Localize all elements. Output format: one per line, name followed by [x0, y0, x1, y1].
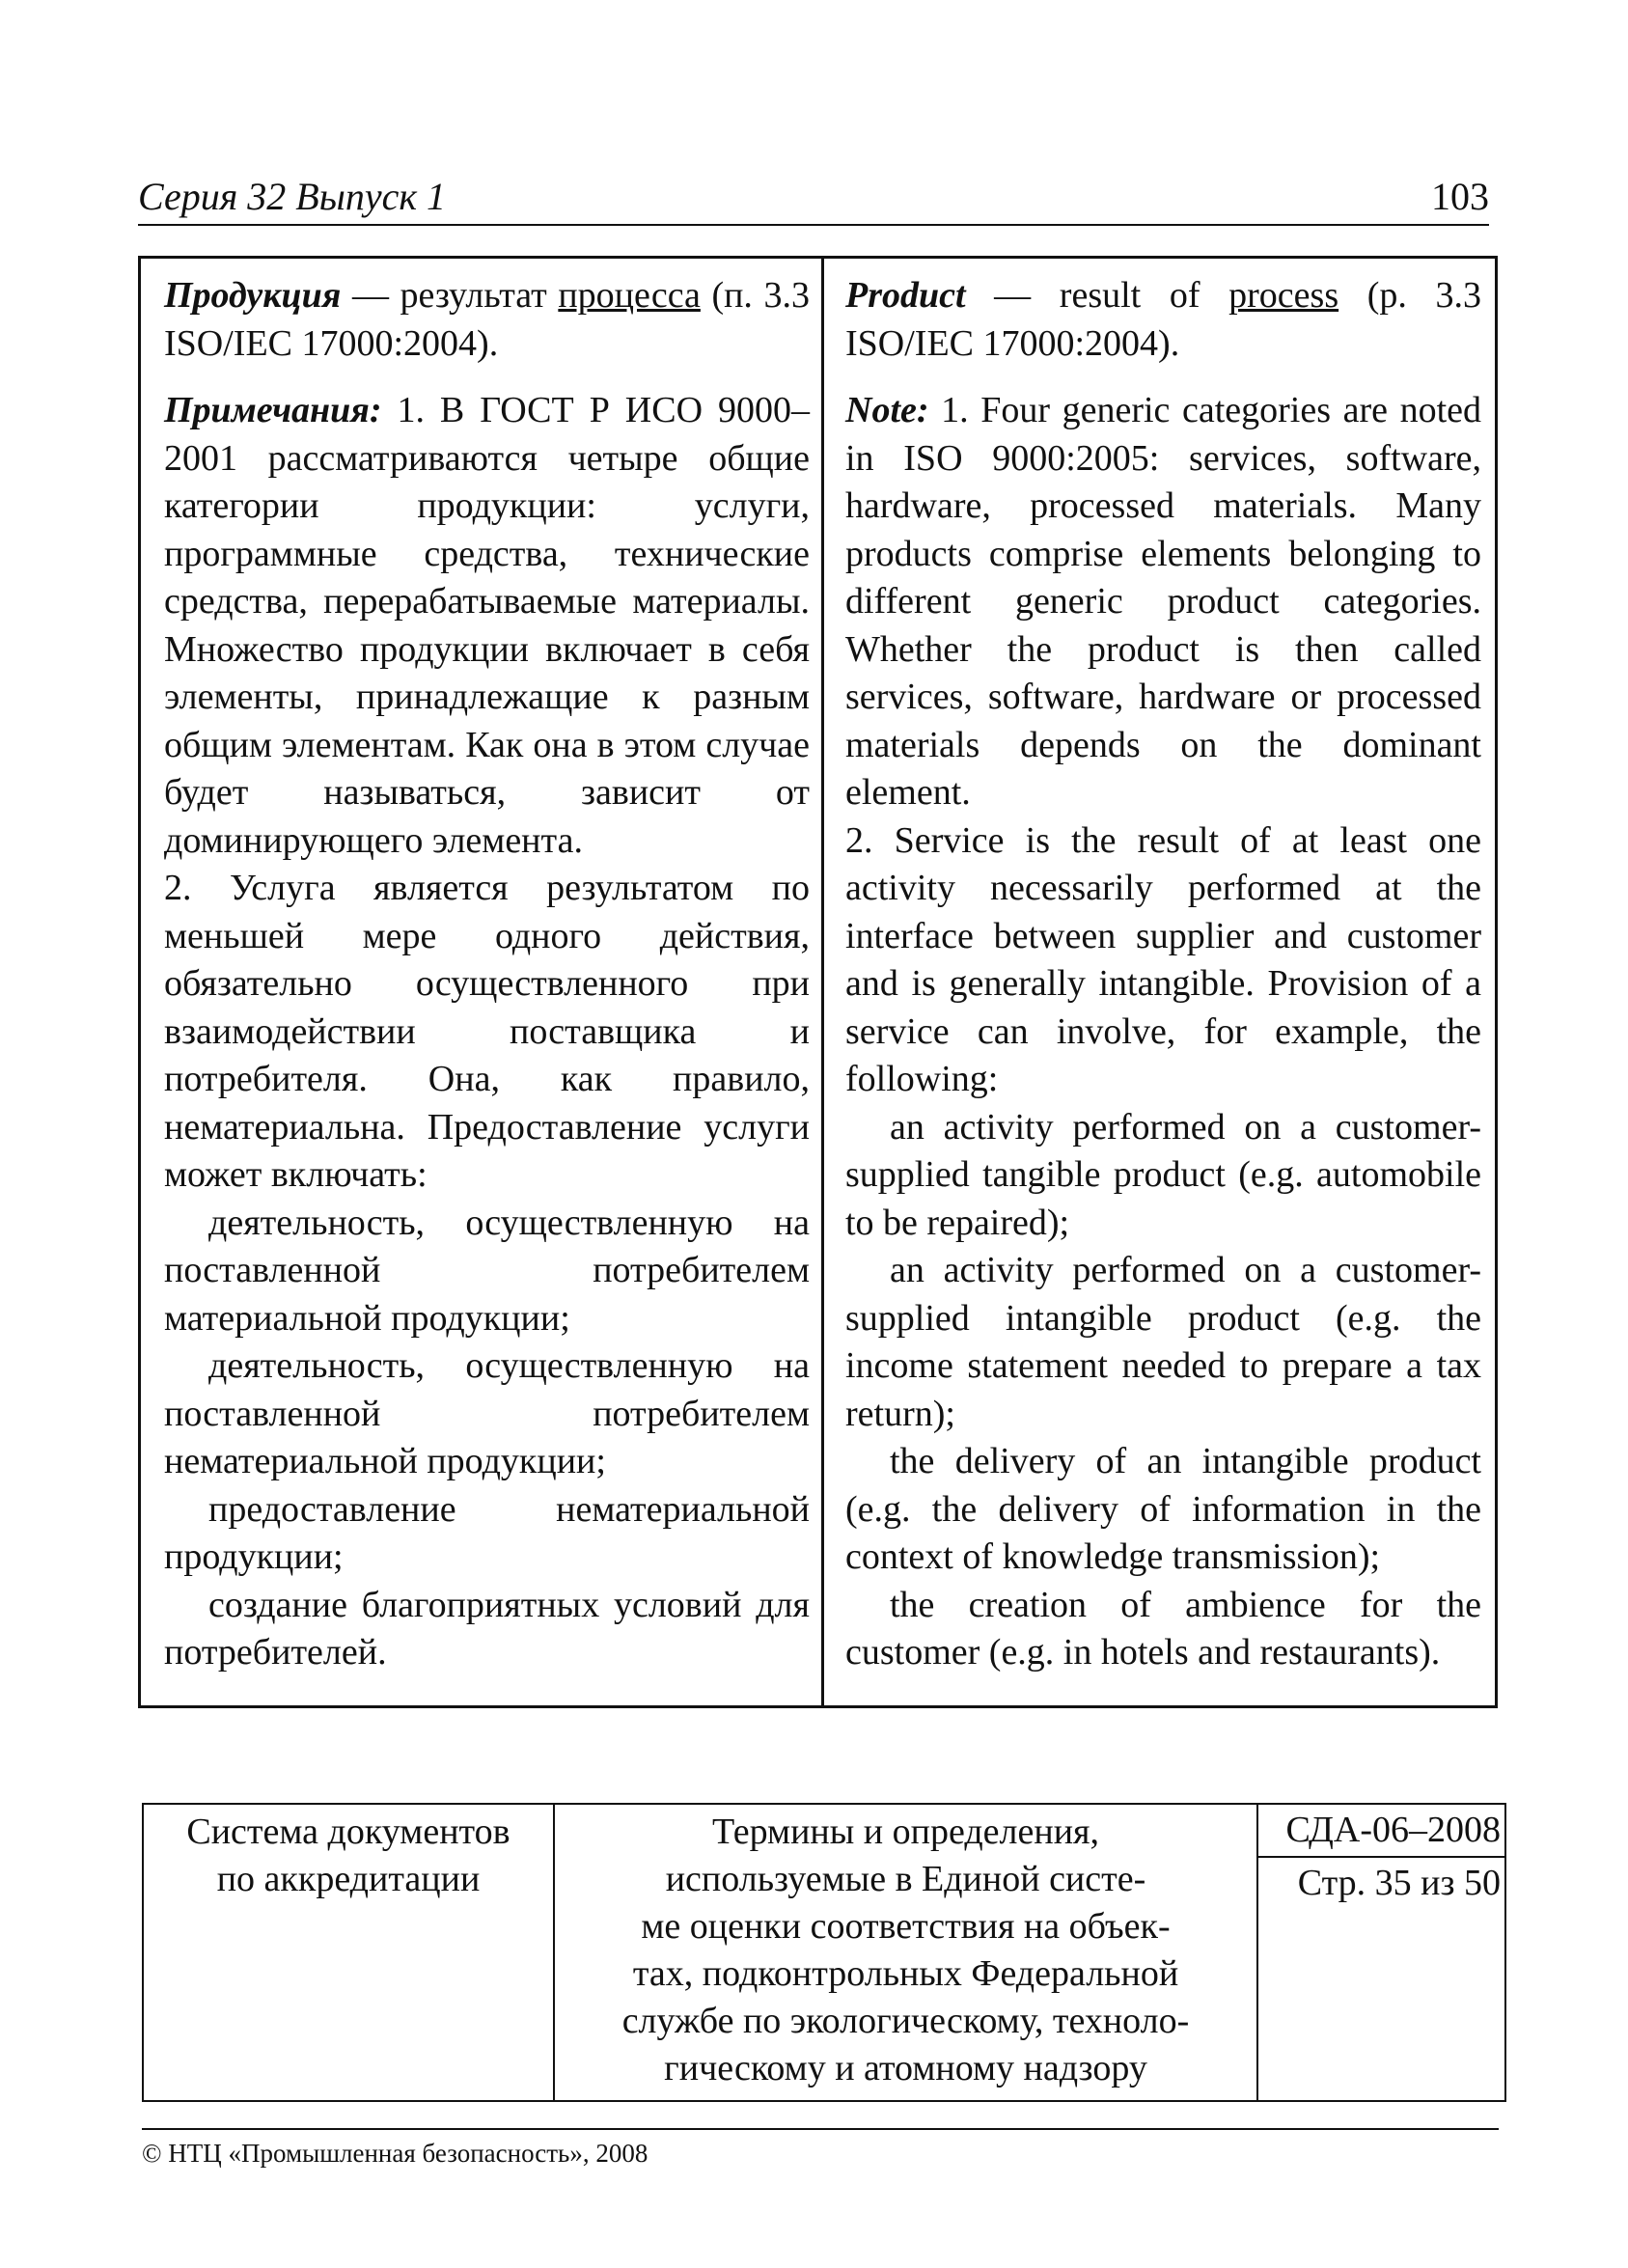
en-list-item: an activity performed on a customer-supplied intangible product (e.g. the income statement needed to prepare a tax return);: [845, 1250, 1481, 1434]
document-system: Система документов по аккредитации: [186, 1812, 510, 1899]
en-list-item: the delivery of an intangible product (e.g. the delivery of information in the context of knowledge transmission);: [845, 1441, 1481, 1577]
ru-note-2: 2. Услуга является результатом по меньшей мере одного действия, обязательно осуществленного при взаимодействии поставщика и потребителя. Она, как правило, нематериальна. Предоставление услуги может включать:: [164, 868, 810, 1195]
ru-note-1-text: 1. В ГОСТ Р ИСО 9000–2001 рассматриваются четыре общие категории продукции: услуги, программные средства, технические средства, перерабатываемые материалы. Множество продукции включает в себя элементы, принадлежащие к разным общим элементам. Как она в этом случае будет называться, зависит от доминирующего элемента.: [164, 390, 810, 861]
document-info-table: [142, 1803, 1506, 2102]
en-definition-text: — result of: [965, 275, 1229, 316]
ru-definition: [164, 272, 810, 368]
en-definition: [845, 272, 1481, 368]
russian-column: [141, 259, 821, 1705]
ru-term: Продукция: [164, 275, 342, 316]
ru-list-item: деятельность, осуществленную на поставленной потребителем материальной продукции;: [164, 1202, 810, 1339]
en-list-item: the creation of ambience for the customer (e.g. in hotels and restaurants).: [845, 1584, 1481, 1673]
en-notes-label: Note:: [845, 390, 929, 430]
document-meta-cell: [1257, 1804, 1505, 2101]
running-header: [138, 170, 1489, 226]
document-title: Термины и определения, используемые в Единой систе- ме оценки соответствия на объек- тах, подконтрольных Федеральной службе по экологическому, техноло- гическому и атомному надзору: [621, 1812, 1190, 2088]
ru-definition-text: — результат: [341, 275, 559, 316]
document-code: СДА-06–2008: [1258, 1805, 1504, 1858]
english-column: [821, 259, 1495, 1705]
document-title-cell: [554, 1804, 1257, 2101]
ru-list-item: деятельность, осуществленную на поставленной потребителем нематериальной продукции;: [164, 1345, 810, 1481]
en-definition-source: (p. 3.3 ISO/IEC 17000:2004).: [845, 275, 1482, 364]
ru-note-1: [164, 387, 810, 865]
en-note-2: 2. Service is the result of at least one activity necessarily performed at the interface between supplier and customer and is generally intangible. Provision of a service can involve, for example, the following:: [845, 819, 1481, 1099]
ru-process-link: процесса: [558, 275, 701, 316]
ru-list-item: создание благоприятных условий для потребителей.: [164, 1584, 810, 1673]
en-term: Product: [845, 275, 966, 316]
ru-list-item: предоставление нематериальной продукции;: [164, 1488, 810, 1577]
en-list-item: an activity performed on a customer-supplied tangible product (e.g. automobile to be repaired);: [845, 1106, 1481, 1243]
ru-definition-source: (п. 3.3 ISO/IEC 17000:2004).: [164, 275, 810, 364]
series-label: Серия 32 Выпуск 1: [138, 175, 447, 218]
en-note-1-text: 1. Four generic categories are noted in ISO 9000:2005: services, software, hardware, processed materials. Many products comprise elements belonging to different generic product categories. Whether the product is then called services, software, hardware or processed materials depends on the dominant element.: [845, 390, 1481, 813]
document-system-cell: [143, 1804, 554, 2101]
en-note-1: [845, 387, 1481, 817]
document-page: Стр. 35 из 50: [1297, 1863, 1501, 1903]
copyright: © НТЦ «Промышленная безопасность», 2008: [142, 2139, 648, 2168]
page-number: 103: [1431, 175, 1489, 218]
ru-notes-label: Примечания:: [164, 390, 382, 430]
definition-table: [138, 256, 1498, 1708]
en-process-link: process: [1228, 275, 1339, 316]
footer-divider: [142, 2128, 1499, 2130]
